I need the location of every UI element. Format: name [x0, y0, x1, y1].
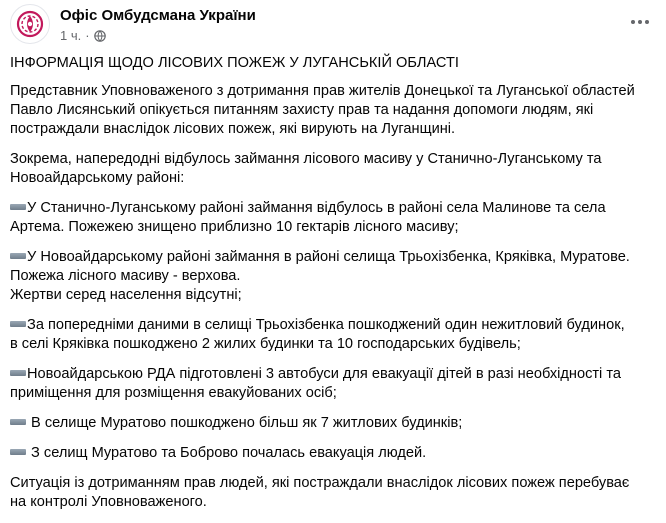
text-line: Ситуація із дотриманням прав людей, які постраждали внаслідок лісових пожеж перебуває [10, 475, 630, 491]
text-line: постраждали внаслідок лісових пожеж, які вирують на Луганщині. [10, 121, 456, 137]
bullet-stanychno [10, 199, 660, 237]
bullet-evacuation [10, 444, 660, 463]
dash-icon [10, 321, 26, 327]
text-line: приміщення для розміщення евакуйованих осіб; [10, 385, 337, 401]
text-line: Артема. Пожежею знищено приблизно 10 гектарів лісного масиву; [10, 219, 459, 235]
dash-icon [10, 419, 26, 425]
text-line: У Станично-Луганському районі займання відбулось в районі села Малинове та села [27, 200, 606, 216]
text-line: Зокрема, напередодні відбулось займання лісового масиву у Станично-Луганському та [10, 151, 602, 167]
dash-icon [10, 204, 26, 210]
dash-icon [10, 449, 26, 455]
bullet-novoaidar [10, 248, 660, 305]
text-line: на контролі Уповноваженого. [10, 494, 207, 510]
text-line: У Новоайдарському районі займання в районі селища Трьохізбенка, Кряківка, Муратове. [27, 249, 630, 265]
text-line: Пожежа лісного масиву - верхова. [10, 268, 241, 284]
more-options-icon[interactable] [628, 12, 652, 32]
paragraph-intro [10, 82, 660, 139]
dash-icon [10, 370, 26, 376]
dash-icon [10, 253, 26, 259]
post-meta [60, 28, 106, 43]
text-line: Новоайдарською РДА підготовлені 3 автобуси для евакуації дітей в разі необхідності та [27, 366, 621, 382]
paragraph-details [10, 150, 660, 188]
text-line: З селищ Муратово та Боброво почалась евакуація людей. [27, 445, 427, 461]
bullet-muratovo [10, 414, 660, 433]
avatar[interactable] [10, 4, 50, 44]
post-header [10, 4, 656, 46]
text-line: В селище Муратово пошкоджено більш як 7 житлових будинків; [27, 415, 463, 431]
post-heading [10, 54, 660, 73]
text-line: Жертви серед населення відсутні; [10, 287, 242, 303]
post-body [10, 54, 660, 523]
globe-icon[interactable] [94, 30, 106, 42]
heading-text: ІНФОРМАЦІЯ ЩОДО ЛІСОВИХ ПОЖЕЖ У ЛУГАНСЬКІЙ ОБЛАСТІ [10, 55, 459, 71]
text-line: Новоайдарському районі: [10, 170, 185, 186]
text-line: в селі Кряківка пошкоджено 2 жилих будинки та 10 господарських будівель; [10, 336, 521, 352]
author-name[interactable]: Офіс Омбудсмана України [60, 7, 256, 24]
bullet-buses [10, 365, 660, 403]
text-line: Представник Уповноваженого з дотримання прав жителів Донецької та Луганської областей [10, 83, 635, 99]
text-line: Павло Лисянський опікується питанням захисту прав та надання допомоги людям, які [10, 102, 594, 118]
text-line: За попередніми даними в селищі Трьохізбенка пошкоджений один нежитловий будинок, [27, 317, 625, 333]
ombudsman-logo-icon [11, 5, 49, 43]
meta-separator: · [85, 28, 90, 43]
bullet-damage [10, 316, 660, 354]
post-time[interactable]: 1 ч. [60, 28, 82, 43]
paragraph-conclusion [10, 474, 660, 512]
